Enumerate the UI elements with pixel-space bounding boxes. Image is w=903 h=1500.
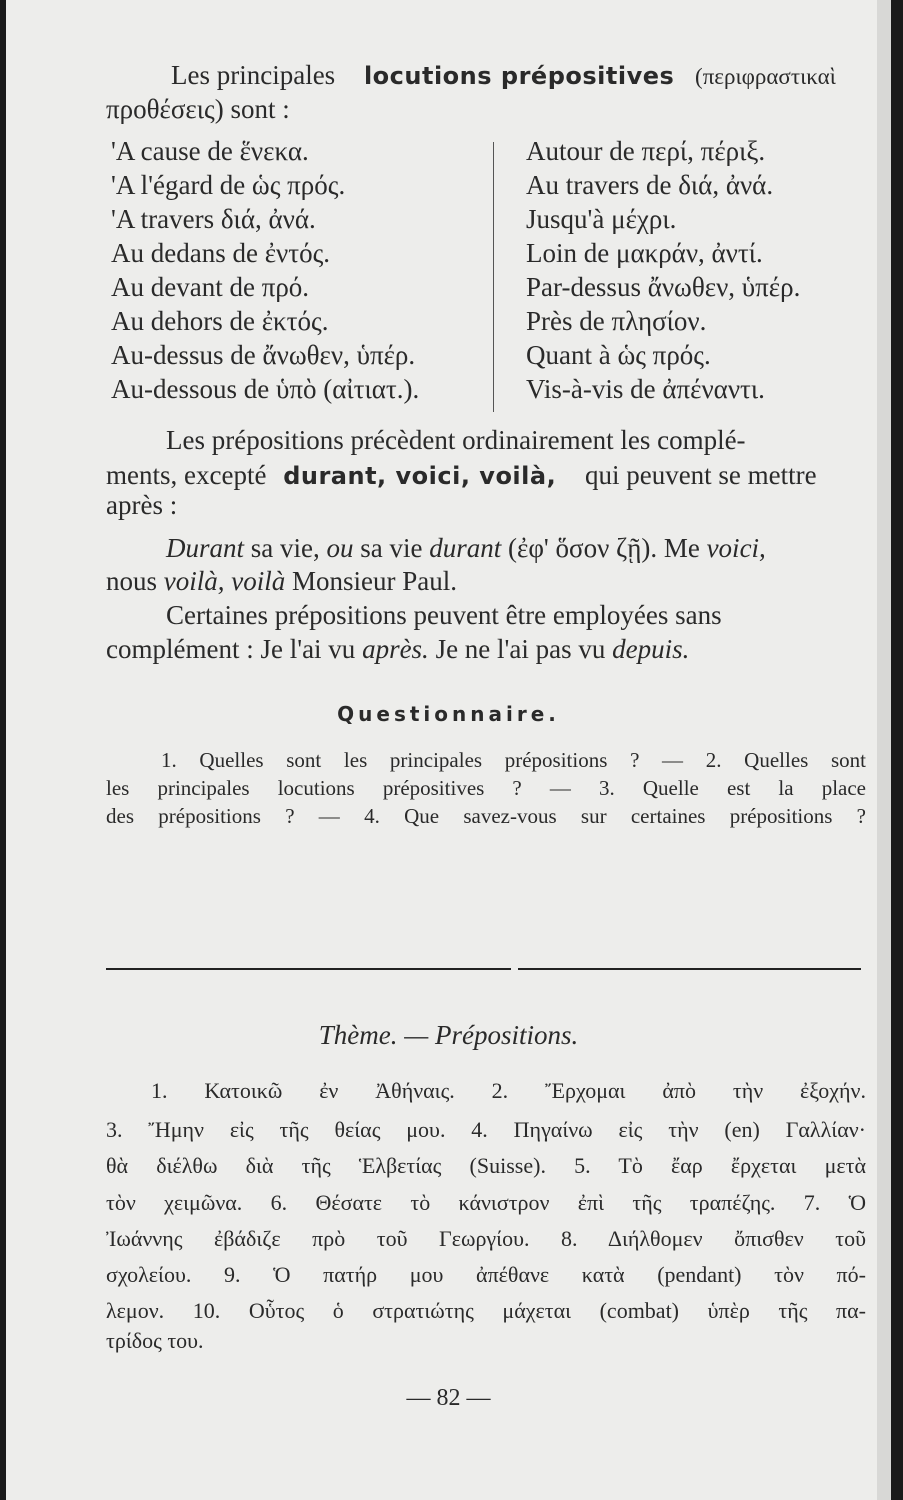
example-word: ou xyxy=(326,533,354,563)
intro-line-2: προθέσεις) sont : xyxy=(106,94,290,124)
horizontal-rule-right xyxy=(518,968,861,970)
locution-item: Autour de περί, πέριξ. xyxy=(526,136,766,166)
para3-line-2 xyxy=(106,566,871,597)
locution-item: Par-dessus ἄνωθεν, ὑπέρ. xyxy=(526,272,801,302)
column-divider xyxy=(493,142,494,412)
para2-line-2 xyxy=(106,460,871,491)
questionnaire-line: les principales locutions prépositives ? — 3. Quelle est la place xyxy=(106,776,866,800)
para2-bold-words: durant, voici, voilà, xyxy=(283,462,557,490)
theme-line: Ἰωάννης ἐβάδιζε πρὸ τοῦ Γεωργίου. 8. Διήλθομεν ὄπισθεν τοῦ xyxy=(106,1226,866,1251)
para3-line-1 xyxy=(166,533,871,564)
questionnaire-title: Questionnaire. xyxy=(337,702,560,726)
theme-title: Thème. — Prépositions. xyxy=(318,1020,579,1050)
intro-bold-term: locutions prépositives xyxy=(363,62,675,90)
questionnaire-line: 1. Quelles sont les principales prépositions ? — 2. Quelles sont xyxy=(161,748,866,772)
example-text: Monsieur Paul. xyxy=(285,566,457,596)
page-number: — 82 — xyxy=(406,1385,491,1411)
para4-line-2 xyxy=(106,634,871,665)
theme-line: τρίδος του. xyxy=(106,1328,204,1353)
example-word: Durant xyxy=(166,533,245,563)
locution-item: Près de πλησίον. xyxy=(526,306,707,336)
theme-line: λεμον. 10. Οὗτος ὁ στρατιώτης μάχεται (combat) ὑπὲρ τῆς πα- xyxy=(106,1298,866,1323)
locution-item: Quant à ὡς πρός. xyxy=(526,340,711,370)
locution-item: Au-dessous de ὑπὸ (αἰτιατ.). xyxy=(111,374,420,404)
intro-line-1 xyxy=(171,60,871,91)
theme-line: θὰ διέλθω διὰ τῆς Ἑλβετίας (Suisse). 5. Τὸ ἔαρ ἔρχεται μετὰ xyxy=(106,1153,866,1178)
para4-line-1: Certaines prépositions peuvent être employées sans xyxy=(166,600,722,630)
example-text: sa vie xyxy=(353,533,430,563)
para4-text: Je ne l'ai pas vu xyxy=(428,634,613,664)
intro-text: Les principales xyxy=(171,60,336,90)
para2-line-3: après : xyxy=(106,490,178,520)
theme-line: 1. Κατοικῶ ἐν Ἀθήναις. 2. Ἔρχομαι ἀπὸ τὴν ἐξοχήν. xyxy=(151,1078,866,1103)
locution-item: 'A l'égard de ὡς πρός. xyxy=(111,170,346,200)
theme-line: τὸν χειμῶνα. 6. Θέσατε τὸ κάνιστρον ἐπὶ τῆς τραπέζης. 7. Ὁ xyxy=(106,1190,866,1215)
theme-line: 3. Ἤμην εἰς τῆς θείας μου. 4. Πηγαίνω εἰς τὴν (en) Γαλλίαν· xyxy=(106,1117,866,1142)
theme-line: σχολείου. 9. Ὁ πατήρ μου ἀπέθανε κατὰ (pendant) τὸν πό- xyxy=(106,1262,866,1287)
locution-item: 'A travers διά, ἀνά. xyxy=(111,204,316,234)
locution-item: Vis-à-vis de ἀπέναντι. xyxy=(526,374,765,404)
example-text: sa vie, xyxy=(244,533,327,563)
questionnaire-line: des prépositions ? — 4. Que savez-vous sur certaines prépositions ? xyxy=(106,804,866,828)
para2-line-1: Les prépositions précèdent ordinairement les complé- xyxy=(166,425,746,455)
example-word: voilà, voilà xyxy=(163,566,286,596)
example-text: nous xyxy=(106,566,164,596)
para4-italic: depuis. xyxy=(612,634,690,664)
locution-item: Loin de μακράν, ἀντί. xyxy=(526,238,763,268)
locution-item: Au dehors de ἐκτός. xyxy=(111,306,329,336)
para4-italic: après. xyxy=(362,634,429,664)
locution-item: Au devant de πρό. xyxy=(111,272,310,302)
locution-item: Au-dessus de ἄνωθεν, ὑπέρ. xyxy=(111,340,416,370)
page-edge xyxy=(877,0,891,1500)
para2-text: ments, excepté xyxy=(106,460,267,490)
horizontal-rule-left xyxy=(106,968,511,970)
book-page xyxy=(6,0,891,1500)
example-text: (ἐφ' ὅσον ζῇ). Me xyxy=(501,533,707,563)
intro-greek-term: (περιφραστικαὶ xyxy=(695,64,836,89)
para2-text-end: qui peuvent se mettre xyxy=(584,460,817,490)
locution-item: Jusqu'à μέχρι. xyxy=(526,204,677,234)
locution-item: Au dedans de ἐντός. xyxy=(111,238,331,268)
example-word: voici, xyxy=(706,533,766,563)
locution-item: Au travers de διά, ἀνά. xyxy=(526,170,774,200)
para4-text: complément : Je l'ai vu xyxy=(106,634,363,664)
example-word: durant xyxy=(429,533,502,563)
locution-item: 'A cause de ἕνεκα. xyxy=(111,136,309,166)
